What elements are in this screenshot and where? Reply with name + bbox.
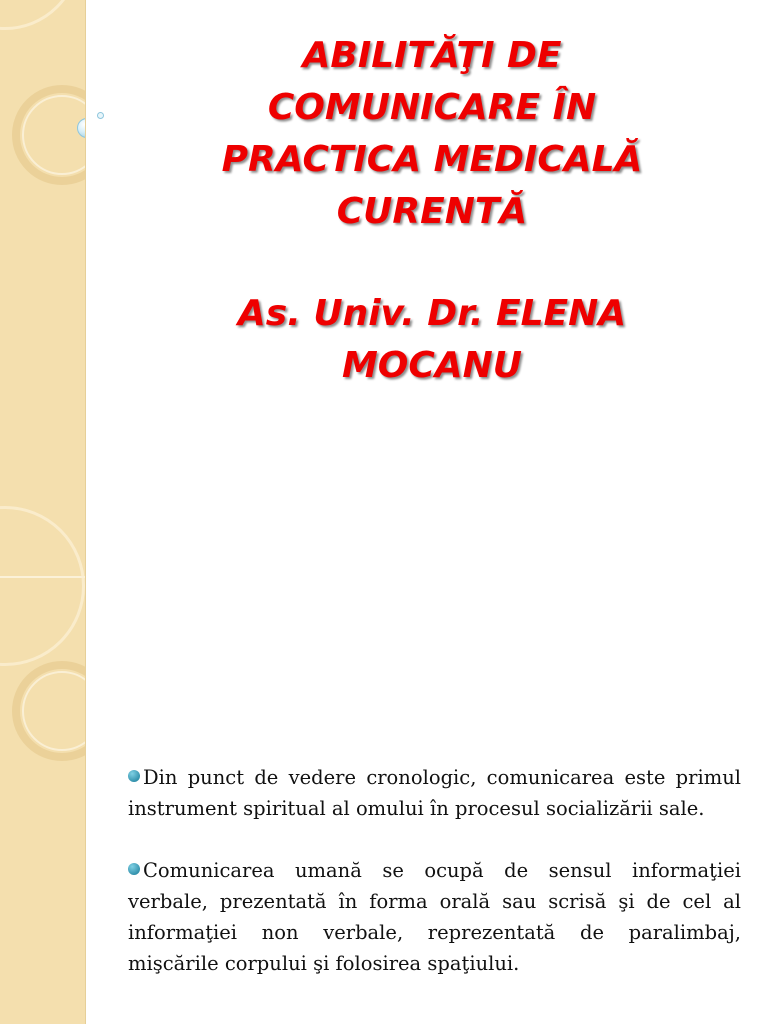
author-line: MOCANU: [341, 345, 523, 386]
bullet-item: [128, 855, 741, 979]
decorative-sidebar: [0, 0, 86, 1024]
bullet-text: Comunicarea umană se ocupă de sensul informaţiei verbale, prezentată în forma orală sau scrisă şi de cel al informaţiei non verbale, reprezentată de paralimbaj, mişcările corpului şi folosirea spaţiului.: [128, 859, 741, 975]
decorative-arc: [0, 0, 80, 30]
bullet-dot-icon: [128, 863, 140, 875]
title-line: COMUNICARE ÎN: [267, 87, 597, 128]
bullet-item: [128, 762, 741, 824]
title-line: CURENTĂ: [336, 191, 528, 232]
bullet-dot-icon: [128, 770, 140, 782]
bullet-list: [128, 762, 741, 979]
title-line: ABILITĂŢI DE: [302, 35, 562, 76]
decorative-arc: [0, 506, 85, 666]
sidebar-panel-bottom: [0, 576, 85, 1024]
sidebar-panel-top: [0, 0, 85, 350]
bullet-text: Din punct de vedere cronologic, comunicarea este primul instrument spiritual al omului în procesul socializării sale.: [128, 766, 741, 820]
slide-title: [100, 30, 764, 392]
title-gap: [100, 238, 764, 288]
author-line: As. Univ. Dr. ELENA: [237, 293, 627, 334]
title-line: PRACTICA MEDICALĂ: [221, 139, 643, 180]
